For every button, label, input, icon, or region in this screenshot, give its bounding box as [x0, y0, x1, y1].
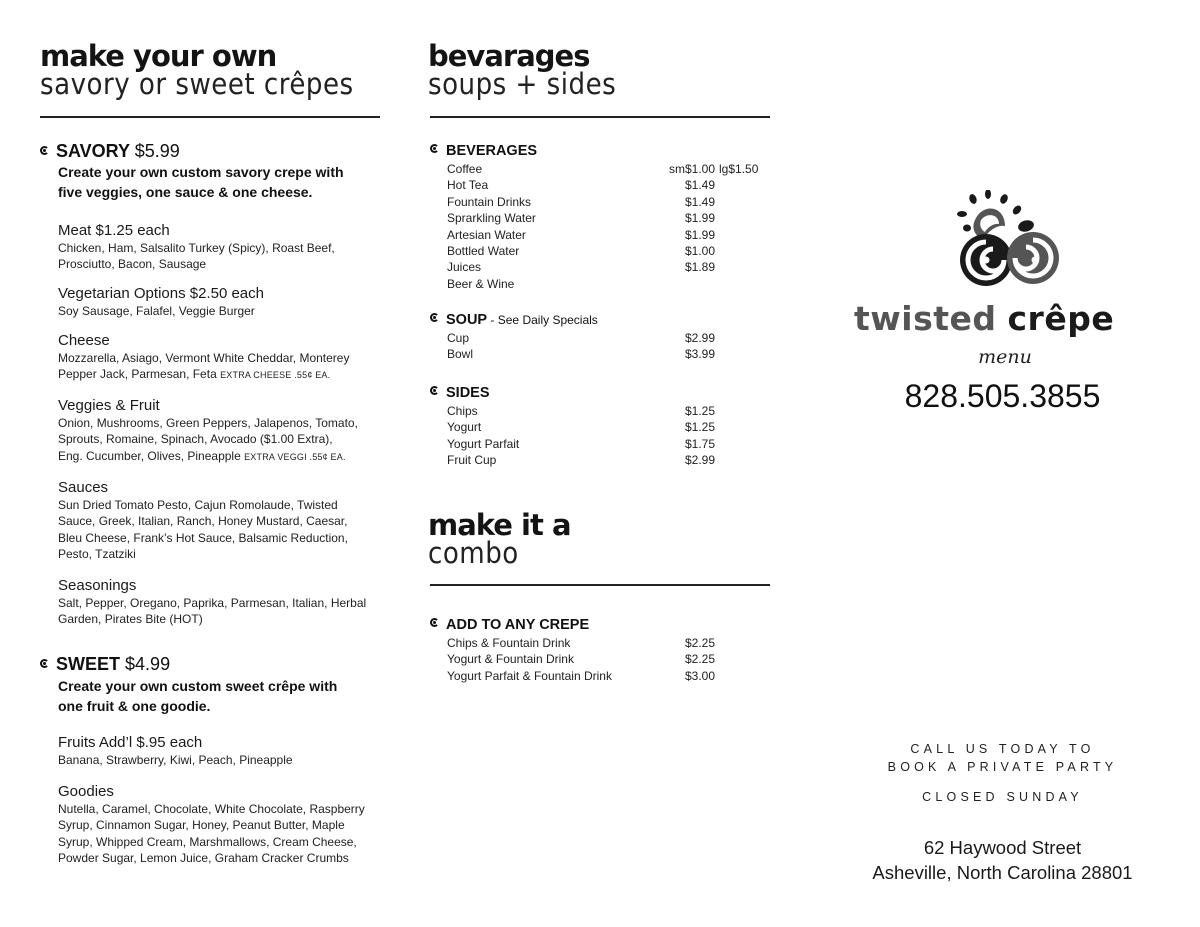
group-title: Cheese: [58, 332, 110, 349]
heading-make-your-own: make your own: [40, 39, 277, 73]
group-title: Fruits Add’l $.95 each: [58, 734, 203, 751]
sweet-description: Create your own custom sweet crêpe with one fruit & one goodie.: [58, 678, 338, 714]
section-title-savory: SAVORY $5.99: [40, 141, 180, 162]
section-title-sweet: SWEET $4.99: [40, 654, 170, 675]
section-title-beverages: BEVERAGES: [430, 143, 537, 159]
group-goodies: [58, 783, 388, 866]
group-items: Mozzarella, Asiago, Vermont White Cheddar, Monterey Pepper Jack, Parmesan, Feta EXTRA CHEESE .55¢ EA.: [58, 351, 350, 382]
swirl-bullet-icon: [40, 659, 49, 668]
brand-name: twisted crêpe: [854, 299, 1115, 338]
group-seasonings: [58, 577, 388, 628]
address-line-2: Asheville, North Carolina 28801: [872, 862, 1133, 883]
heading-soups-sides: soups + sides: [428, 67, 617, 101]
group-title: Vegetarian Options $2.50 each: [58, 285, 264, 302]
group-vegetarian: [58, 285, 388, 319]
menu-item: Beer & Wine: [447, 276, 515, 291]
menu-item: Bowl $3.99: [447, 347, 715, 362]
group-items: Nutella, Caramel, Chocolate, White Chocolate, Raspberry Syrup, Cinnamon Sugar, Honey, Peanut Butter, Maple Syrup, Whipped Cream, Marshmallows, Cream Cheese, Powder Sugar, Lemon Juice, Graham Cracker Crumbs: [58, 802, 365, 865]
menu-item: Artesian Water $1.99: [447, 227, 715, 242]
sweet-price: $4.99: [125, 654, 171, 674]
beverages-list: [447, 161, 777, 292]
sides-list: [447, 403, 777, 469]
menu-item: Bottled Water $1.00: [447, 243, 715, 258]
swirl-bullet-icon: [430, 144, 439, 153]
swirl-bullet-icon: [40, 146, 49, 155]
divider-rule: [430, 584, 770, 586]
group-cheese: [58, 332, 388, 384]
menu-item: Hot Tea $1.49: [447, 178, 715, 193]
group-title: Sauces: [58, 479, 109, 496]
group-items: Chicken, Ham, Salsalito Turkey (Spicy), Roast Beef, Prosciutto, Bacon, Sausage: [58, 241, 335, 272]
section-title-sides: SIDES: [430, 385, 490, 401]
section-title-add-to-any-crepe: ADD TO ANY CREPE: [430, 617, 589, 633]
heading-combo: combo: [428, 536, 519, 570]
soup-note: - See Daily Specials: [487, 313, 598, 327]
savory-description: Create your own custom savory crepe with five veggies, one sauce & one cheese.: [58, 164, 344, 200]
menu-item: Yogurt Parfait & Fountain Drink $3.00: [447, 668, 715, 683]
menu-item: Chips $1.25: [447, 404, 715, 418]
soup-list: [447, 330, 777, 363]
group-fruits: [58, 734, 388, 768]
section-title-soup: SOUP - See Daily Specials: [430, 312, 598, 328]
group-items: Sun Dried Tomato Pesto, Cajun Romolaude, Twisted Sauce, Greek, Italian, Ranch, Honey Mustard, Caesar, Bleu Cheese, Frank’s Hot Sauce, Balsamic Reduction, Pesto, Tzatziki: [58, 498, 348, 561]
swirl-bullet-icon: [430, 618, 439, 627]
group-items: Salt, Pepper, Oregano, Paprika, Parmesan, Italian, Herbal Garden, Pirates Bite (HOT): [58, 596, 367, 627]
menu-item: Sprarkling Water $1.99: [447, 211, 715, 226]
group-items: Onion, Mushrooms, Green Peppers, Jalapenos, Tomato, Sprouts, Romaine, Spinach, Avocado ($1.00 Extra), Eng. Cucumber, Olives, Pineapple EXTRA VEGGI .55¢ EA.: [58, 416, 358, 463]
call-us-line-2: BOOK A PRIVATE PARTY: [887, 760, 1118, 774]
group-title: Goodies: [58, 783, 114, 800]
swirl-bullet-icon: [430, 313, 439, 322]
phone-number: 828.505.3855: [904, 378, 1101, 414]
heading-beverages: bevarages: [428, 39, 590, 73]
savory-price: $5.99: [134, 141, 180, 161]
divider-rule: [430, 116, 770, 118]
menu-item: Juices $1.89: [447, 260, 715, 275]
extra-cheese-note: EXTRA CHEESE .55¢ EA.: [220, 370, 331, 381]
group-title: Veggies & Fruit: [58, 397, 160, 414]
closed-sunday: CLOSED SUNDAY: [922, 790, 1083, 804]
divider-rule: [40, 116, 380, 118]
menu-item: Cup $2.99: [447, 331, 715, 345]
group-veggies-fruit: [58, 397, 388, 465]
group-items: Banana, Strawberry, Kiwi, Peach, Pineapple: [58, 753, 293, 767]
group-sauces: [58, 479, 388, 562]
group-meat: [58, 222, 388, 273]
menu-label: menu: [978, 346, 1032, 368]
menu-item: Yogurt $1.25: [447, 420, 715, 435]
call-us-line-1: CALL US TODAY TO: [910, 742, 1095, 756]
address-line-1: 62 Haywood Street: [923, 837, 1082, 858]
extra-veggi-note: EXTRA VEGGI .55¢ EA.: [244, 451, 346, 462]
heading-make-it-a: make it a: [428, 508, 571, 542]
swirl-bullet-icon: [430, 386, 439, 395]
menu-item: Coffee sm$1.00 lg$1.50: [447, 162, 759, 176]
menu-item: Yogurt & Fountain Drink $2.25: [447, 652, 715, 667]
menu-item: Chips & Fountain Drink $2.25: [447, 636, 715, 650]
menu-item: Yogurt Parfait $1.75: [447, 436, 715, 451]
group-items: Soy Sausage, Falafel, Veggie Burger: [58, 304, 255, 318]
group-title: Meat $1.25 each: [58, 222, 170, 239]
swirl-berries-logo-icon: [953, 190, 1063, 290]
heading-savory-or-sweet: savory or sweet crêpes: [40, 67, 354, 101]
menu-item: Fountain Drinks $1.49: [447, 194, 715, 209]
combo-list: [447, 635, 777, 684]
menu-item: Fruit Cup $2.99: [447, 453, 715, 468]
group-title: Seasonings: [58, 577, 137, 594]
